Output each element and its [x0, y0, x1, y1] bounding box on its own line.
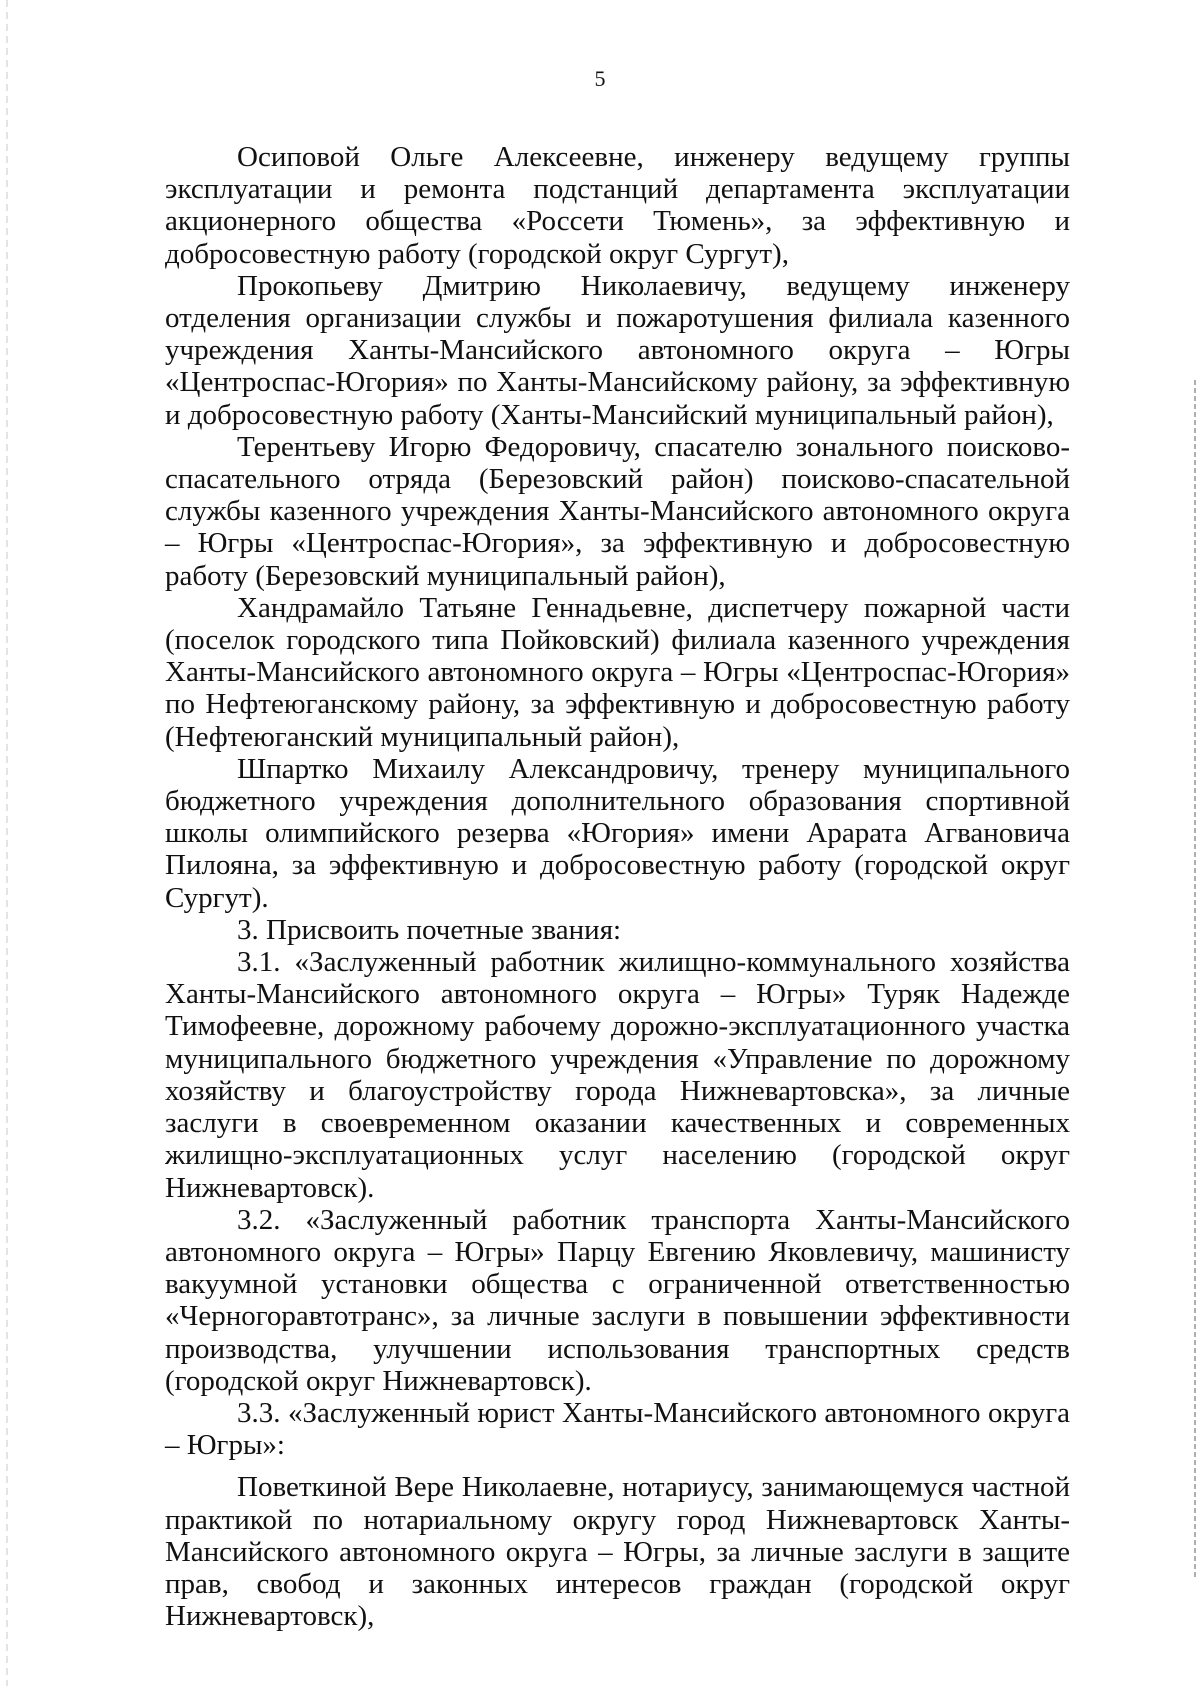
paragraph-khandramaylo: Хандрамайло Татьяне Геннадьевне, диспетчеру пожарной части (поселок городского типа Пойковский) филиала казенного учреждения Ханты-Мансийского автономного округа – Югры «Центроспас-Югория» по Нефтеюганскому району, за эффективную и добросовестную работу (Нефтеюганский муниципальный район), [165, 591, 1070, 753]
paragraph-shpartko: Шпартко Михаилу Александровичу, тренеру муниципального бюджетного учреждения дополнительного образования спортивной школы олимпийского резерва «Югория» имени Арарата Агвановича Пилояна, за эффективную и добросовестную работу (городской округ Сургут). [165, 752, 1070, 914]
paragraph-povetkina: Поветкиной Вере Николаевне, нотариусу, занимающемуся частной практикой по нотариальному округу город Нижневартовск Ханты-Мансийского автономного округа – Югры, за личные заслуги в защите прав, свобод и законных интересов граждан (городской округ Нижневартовск), [165, 1471, 1070, 1633]
page-number: 5 [594, 66, 606, 91]
paragraph-terentyev: Терентьеву Игорю Федоровичу, спасателю зонального поисково-спасательного отряда (Березовский район) поисково-спасательной службы казенного учреждения Ханты-Мансийского автономного округа – Югры «Центроспас-Югория», за эффективную и добросовестную работу (Березовский муниципальный район), [165, 430, 1070, 592]
scan-edge-left [6, 0, 8, 1686]
paragraph-osipova: Осиповой Ольге Алексеевне, инженеру ведущему группы эксплуатации и ремонта подстанций департамента эксплуатации акционерного общества «Россети Тюмень», за эффективную и добросовестную работу (городской округ Сургут), [165, 141, 1070, 270]
paragraph-prokopyev: Прокопьеву Дмитрию Николаевичу, ведущему инженеру отделения организации службы и пожаротушения филиала казенного учреждения Ханты-Мансийского автономного округа – Югры «Центроспас-Югория» по Ханты-Мансийскому району, за эффективную и добросовестную работу (Ханты-Мансийский муниципальный район), [165, 269, 1070, 431]
document-body [165, 141, 1070, 1632]
section-3-heading: 3. Присвоить почетные звания: [237, 913, 622, 946]
item-3-3: 3.3. «Заслуженный юрист Ханты-Мансийского автономного округа – Югры»: [165, 1396, 1070, 1462]
scan-edge-right [1194, 380, 1196, 1580]
item-3-1: 3.1. «Заслуженный работник жилищно-коммунального хозяйства Ханты-Мансийского автономного округа – Югры» Туряк Надежде Тимофеевне, дорожному рабочему дорожно-эксплуатационного участка муниципального бюджетного учреждения «Управление по дорожному хозяйству и благоустройству города Нижневартовска», за личные заслуги в своевременном оказании качественных и современных жилищно-эксплуатационных услуг населению (городской округ Нижневартовск). [165, 946, 1070, 1204]
item-3-2: 3.2. «Заслуженный работник транспорта Ханты-Мансийского автономного округа – Югры» Парцу Евгению Яковлевичу, машинисту вакуумной установки общества с ограниченной ответственностью «Черногоравтотранс», за личные заслуги в повышении эффективности производства, улучшении использования транспортных средств (городской округ Нижневартовск). [165, 1203, 1070, 1397]
